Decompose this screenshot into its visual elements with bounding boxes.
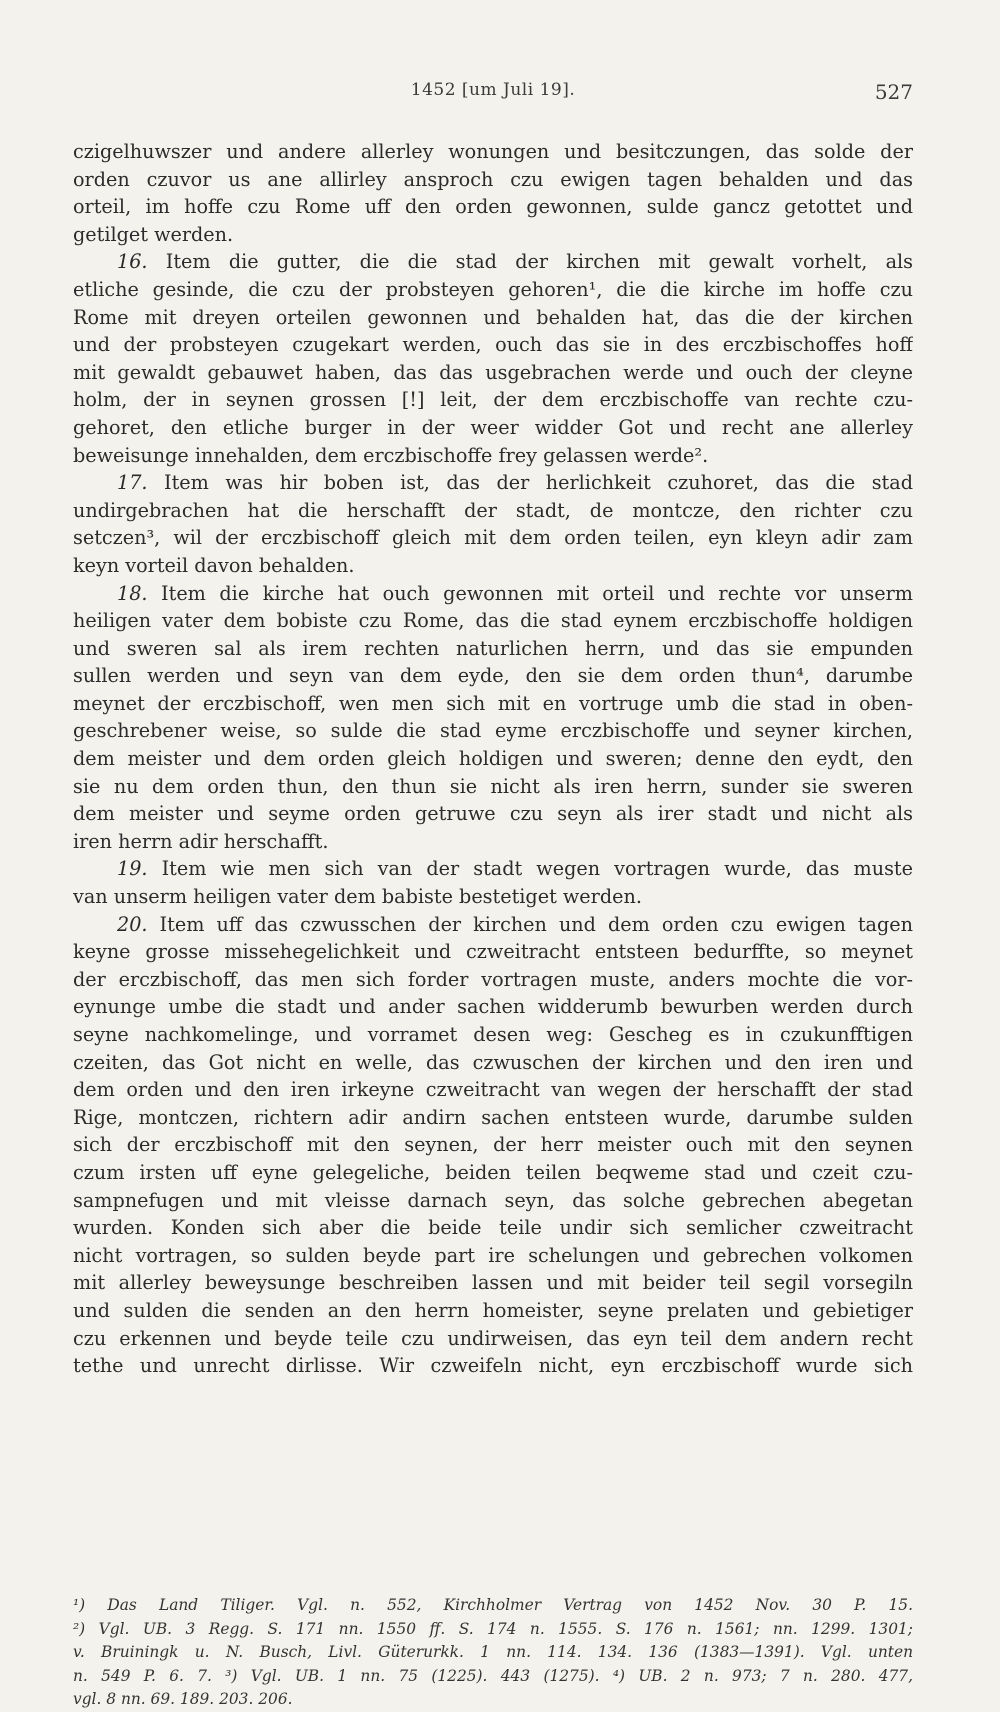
line-text: tethe und unrecht dirlisse. Wir czweifeln nicht, eyn erczbischoff wurde sich	[73, 1354, 913, 1378]
text-line	[73, 221, 913, 249]
text-line	[73, 359, 913, 387]
page-header	[73, 80, 913, 106]
text-line	[73, 276, 913, 304]
text-line	[73, 607, 913, 635]
text-line	[73, 331, 913, 359]
line-text: Rome mit dreyen orteilen gewonnen und behalden hat, das die der kirchen	[73, 305, 913, 329]
text-line	[73, 193, 913, 221]
line-text: nicht vortragen, so sulden beyde part ire schelungen und gebrechen volkomen	[73, 1243, 913, 1267]
page-number: 527	[874, 80, 913, 104]
line-text: iren herrn adir herschafft.	[73, 829, 329, 853]
text-line	[73, 662, 913, 690]
line-text: undirgebrachen hat die herschafft der stadt, de montcze, den richter czu	[73, 498, 913, 522]
text-line	[73, 828, 913, 856]
line-text: sampnefugen und mit vleisse darnach seyn, das solche gebrechen abegetan	[73, 1188, 913, 1212]
paragraph-number: 17.	[117, 471, 148, 495]
line-text: sullen werden und seyn van dem eyde, den sie dem orden thun⁴, darumbe	[73, 664, 913, 688]
line-text: sie nu dem orden thun, den thun sie nicht als iren herrn, sunder sie sweren	[73, 774, 913, 798]
line-text: eynunge umbe die stadt und ander sachen widderumb bewurben werden durch	[73, 995, 913, 1019]
paragraph-start-line	[73, 855, 913, 883]
line-text: gehoret, den etliche burger in der weer widder Got und recht ane allerley	[73, 415, 913, 439]
text-line	[73, 773, 913, 801]
text-line	[73, 690, 913, 718]
line-text: meynet der erczbischoff, wen men sich mit en vortruge umb die stad in oben-	[73, 691, 913, 715]
paragraph-number: 16.	[117, 250, 148, 274]
line-text: dem orden und den iren irkeyne czweitracht van wegen der herschafft der stad	[73, 1078, 913, 1102]
paragraph-start-line	[73, 911, 913, 939]
line-text: Rige, montczen, richtern adir andirn sachen entsteen wurde, darumbe sulden	[73, 1105, 913, 1129]
line-text: und der probsteyen czugekart werden, ouch das sie in des erczbischoffes hoff	[73, 333, 913, 357]
footnote-line: v. Bruiningk u. N. Busch, Livl. Güterurkk. 1 nn. 114. 134. 136 (1383—1391). Vgl. unten	[73, 1643, 913, 1661]
paragraph-start-line	[73, 469, 913, 497]
line-text: orden czuvor us ane allirley ansproch czu ewigen tagen behalden und das	[73, 167, 913, 191]
footnote-line: ¹) Das Land Tiliger. Vgl. n. 552, Kirchholmer Vertrag von 1452 Nov. 30 P. 15.	[73, 1596, 913, 1614]
line-text: Item uff das czwusschen der kirchen und dem orden czu ewigen tagen	[147, 912, 913, 936]
paragraph-number: 18.	[117, 581, 148, 605]
line-text: van unserm heiligen vater dem babiste bestetiget werden.	[73, 885, 642, 909]
line-text: heiligen vater dem bobiste czu Rome, das die stad eynem erczbischoffe holdigen	[73, 609, 913, 633]
text-line	[73, 717, 913, 745]
line-text: getilget werden.	[73, 222, 234, 246]
line-text: beweisunge innehalden, dem erczbischoffe frey gelassen werde².	[73, 443, 709, 467]
line-text: dem meister und seyme orden getruwe czu seyn als irer stadt und nicht als	[73, 802, 913, 826]
line-text: etliche gesinde, die czu der probsteyen gehoren¹, die die kirche im hoffe czu	[73, 277, 913, 301]
line-text: wurden. Konden sich aber die beide teile undir sich semlicher czweitracht	[73, 1216, 913, 1240]
line-text: czum irsten uff eyne gelegeliche, beiden teilen beqweme stad und czeit czu-	[73, 1160, 913, 1184]
line-text: sich der erczbischoff mit den seynen, der herr meister ouch mit den seynen	[73, 1133, 913, 1157]
line-text: mit allerley beweysunge beschreiben lassen und mit beider teil segil vorsegiln	[73, 1271, 913, 1295]
text-line	[73, 938, 913, 966]
text-line	[73, 138, 913, 166]
text-line	[73, 1131, 913, 1159]
line-text: setczen³, wil der erczbischoff gleich mit dem orden teilen, eyn kleyn adir zam	[73, 526, 913, 550]
line-text: Item die kirche hat ouch gewonnen mit orteil und rechte vor unserm	[147, 581, 913, 605]
text-line	[73, 1021, 913, 1049]
text-line	[73, 1242, 913, 1270]
line-text: seyne nachkomelinge, und vorramet desen weg: Gescheg es in czukunfftigen	[73, 1023, 913, 1046]
text-line	[73, 442, 913, 470]
text-line	[73, 1187, 913, 1215]
line-text: czu erkennen und beyde teile czu undirweisen, das eyn teil dem andern recht	[73, 1326, 913, 1350]
text-line	[73, 1297, 913, 1325]
text-line	[73, 993, 913, 1021]
line-text: Item was hir boben ist, das der herlichkeit czuhoret, das die stad	[147, 471, 913, 495]
paragraph-start-line	[73, 248, 913, 276]
line-text: und sweren sal als irem rechten naturlichen herrn, und das sie empunden	[73, 636, 913, 660]
line-text: mit gewaldt gebauwet haben, das das usgebrachen werde und ouch der cleyne	[73, 360, 913, 384]
main-text	[73, 138, 913, 1380]
paragraph-start-line	[73, 580, 913, 608]
line-text: czeiten, das Got nicht en welle, das czwuschen der kirchen und den iren und	[73, 1050, 913, 1074]
text-line	[73, 524, 913, 552]
footnotes	[73, 1594, 913, 1712]
text-line	[73, 800, 913, 828]
text-line	[73, 1269, 913, 1297]
text-line	[73, 635, 913, 663]
text-line	[73, 1325, 913, 1353]
text-line	[73, 497, 913, 525]
text-line	[73, 552, 913, 580]
text-line	[73, 745, 913, 773]
line-text: und sulden die senden an den herrn homeister, seyne prelaten und gebietiger	[73, 1298, 913, 1322]
line-text: Item die gutter, die die stad der kirchen mit gewalt vorhelt, als	[147, 250, 913, 274]
text-line	[73, 966, 913, 994]
line-text: der erczbischoff, das men sich forder vortragen muste, anders mochte die vor-	[73, 967, 913, 991]
footnote-line: n. 549 P. 6. 7. ³) Vgl. UB. 1 nn. 75 (1225). 443 (1275). ⁴) UB. 2 n. 973; 7 n. 280. 477,	[73, 1666, 913, 1685]
line-text: orteil, im hoffe czu Rome uff den orden gewonnen, sulde gancz getottet und	[73, 195, 913, 219]
text-line	[73, 1214, 913, 1242]
footnote-line: vgl. 8 nn. 69. 189. 203. 206.	[73, 1690, 293, 1708]
line-text: dem meister und dem orden gleich holdigen und sweren; denne den eydt, den	[73, 747, 913, 771]
line-text: czigelhuwszer und andere allerley wonungen und besitczungen, das solde der	[73, 140, 913, 163]
text-line	[73, 1159, 913, 1187]
paragraph-number: 19.	[117, 857, 148, 881]
footnote-line: ²) Vgl. UB. 3 Regg. S. 171 nn. 1550 ff. S. 174 n. 1555. S. 176 n. 1561; nn. 1299. 1301;	[73, 1619, 913, 1638]
header-date: 1452 [um Juli 19].	[410, 80, 576, 100]
paragraph-number: 20.	[117, 912, 148, 936]
line-text: keyne grosse missehegelichkeit und czweitracht entsteen bedurffte, so meynet	[73, 940, 913, 964]
text-line	[73, 1104, 913, 1132]
text-line	[73, 166, 913, 194]
text-line	[73, 1352, 913, 1380]
line-text: keyn vorteil davon behalden.	[73, 553, 355, 577]
text-line	[73, 386, 913, 414]
text-line	[73, 1049, 913, 1077]
text-line	[73, 304, 913, 332]
text-line	[73, 883, 913, 911]
text-line	[73, 414, 913, 442]
line-text: holm, der in seynen grossen [!] leit, der dem erczbischoffe van rechte czu-	[73, 388, 913, 412]
text-line	[73, 1076, 913, 1104]
line-text: geschrebener weise, so sulde die stad eyme erczbischoffe und seyner kirchen,	[73, 719, 913, 743]
line-text: Item wie men sich van der stadt wegen vortragen wurde, das muste	[147, 857, 913, 881]
